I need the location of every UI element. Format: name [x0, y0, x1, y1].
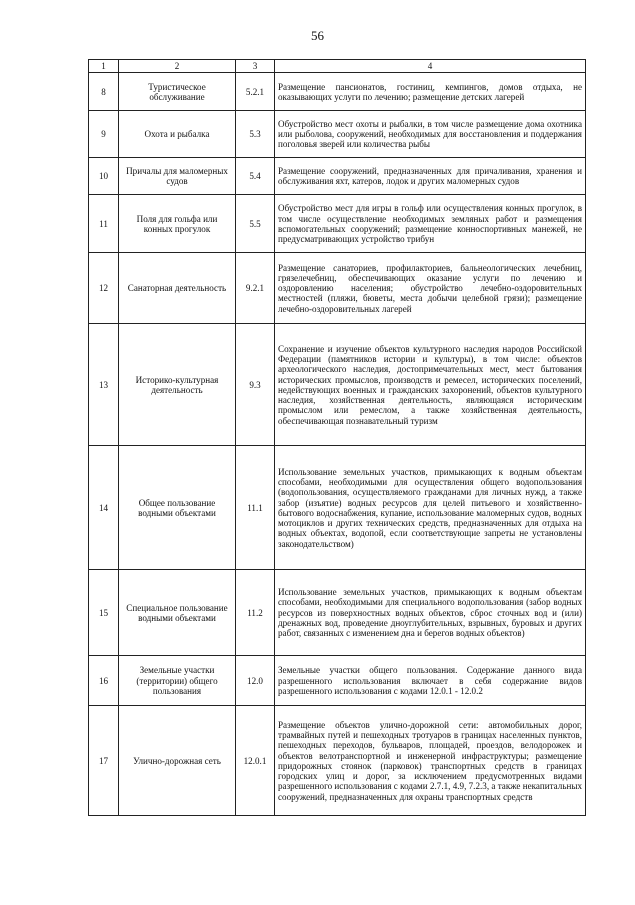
use-type-description: Размещение сооружений, предназначенных для причаливания, хранения и обслуживания яхт, катеров, лодок и других маломерных судов: [275, 158, 586, 195]
table-row: [89, 111, 586, 158]
row-number: 14: [89, 446, 119, 570]
use-type-code: 11.1: [236, 446, 275, 570]
use-type-description: Обустройство мест для игры в гольф или осуществления конных прогулок, в том числе осуществление необходимых земляных работ и размещения вспомогательных сооружений; размещение конноспортивных манежей, не предусматривающих устройство трибун: [275, 195, 586, 253]
page-number: 56: [311, 28, 324, 43]
use-type-name: Земельные участки (территории) общего пользования: [119, 656, 236, 706]
use-type-code: 5.4: [236, 158, 275, 195]
table-row: [89, 446, 586, 570]
use-type-name: Охота и рыбалка: [119, 111, 236, 158]
use-type-description: Размещение санаториев, профилакториев, бальнеологических лечебниц, грязелечебниц, обеспечивающих оказание услуги по лечению и оздоровлению населения; обустройство лечебно-оздоровительных местностей (пляжи, бюветы, места добычи целебной грязи); размещение лечебно-оздоровительных лагерей: [275, 253, 586, 324]
use-type-name: Причалы для маломерных судов: [119, 158, 236, 195]
use-type-name: Поля для гольфа или конных прогулок: [119, 195, 236, 253]
use-type-description: Сохранение и изучение объектов культурного наследия народов Российской Федерации (памятников истории и культуры), в том числе: объектов археологического наследия, достопримечательных мест, мест бытования исторических промыслов, производств и ремесел, исторических поселений, недействующих военных и гражданских захоронений, объектов культурного наследия, хозяйственная деятельность, являющаяся историческим промыслом или ремеслом, а также хозяйственная деятельность, обеспечивающая познавательный туризм: [275, 324, 586, 446]
use-type-code: 5.3: [236, 111, 275, 158]
use-type-description: Размещение пансионатов, гостиниц, кемпингов, домов отдыха, не оказывающих услуги по лечению; размещение детских лагерей: [275, 73, 586, 111]
use-type-name: Общее пользование водными объектами: [119, 446, 236, 570]
use-type-name: Специальное пользование водными объектами: [119, 570, 236, 656]
use-type-description: Использование земельных участков, примыкающих к водным объектам способами, необходимыми для специального водопользования (забор водных ресурсов из поверхностных водных объектов, сброс сточных вод и (или) дренажных вод, проведение дноуглубительных, взрывных, буровых и других работ, связанных с изменением дна и берегов водных объектов): [275, 570, 586, 656]
row-number: 16: [89, 656, 119, 706]
row-number: 13: [89, 324, 119, 446]
table-row: [89, 73, 586, 111]
row-number: 11: [89, 195, 119, 253]
use-type-name: Санаторная деятельность: [119, 253, 236, 324]
header-col-4: 4: [275, 60, 586, 73]
use-type-code: 9.2.1: [236, 253, 275, 324]
row-number: 15: [89, 570, 119, 656]
table-row: [89, 570, 586, 656]
table-row: [89, 706, 586, 816]
row-number: 10: [89, 158, 119, 195]
table-row: [89, 324, 586, 446]
row-number: 9: [89, 111, 119, 158]
use-type-name: Туристическое обслуживание: [119, 73, 236, 111]
header-row: [89, 60, 586, 73]
use-type-name: Историко-культурная деятельность: [119, 324, 236, 446]
use-type-code: 12.0: [236, 656, 275, 706]
use-type-description: Обустройство мест охоты и рыбалки, в том числе размещение дома охотника или рыболова, сооружений, необходимых для восстановления и поддержания поголовья зверей или количества рыбы: [275, 111, 586, 158]
land-use-table: [88, 59, 586, 816]
table-row: [89, 656, 586, 706]
table-row: [89, 158, 586, 195]
use-type-description: Земельные участки общего пользования. Содержание данного вида разрешенного использования включает в себя содержание видов разрешенного использования с кодами 12.0.1 - 12.0.2: [275, 656, 586, 706]
header-col-3: 3: [236, 60, 275, 73]
use-type-description: Использование земельных участков, примыкающих к водным объектам способами, необходимыми для осуществления общего водопользования (водопользования, осуществляемого гражданами для личных нужд, а также забор (изъятие) водных ресурсов для целей питьевого и хозяйственно-бытового водоснабжения, купание, использование маломерных судов, водных мотоциклов и других технических средств, предназначенных для отдыха на водных объектах, водопой, если соответствующие запреты не установлены законодательством): [275, 446, 586, 570]
use-type-code: 11.2: [236, 570, 275, 656]
use-type-code: 5.5: [236, 195, 275, 253]
use-type-code: 5.2.1: [236, 73, 275, 111]
use-type-code: 9.3: [236, 324, 275, 446]
row-number: 17: [89, 706, 119, 816]
table-row: [89, 195, 586, 253]
header-col-1: 1: [89, 60, 119, 73]
row-number: 8: [89, 73, 119, 111]
use-type-code: 12.0.1: [236, 706, 275, 816]
table-row: [89, 253, 586, 324]
header-col-2: 2: [119, 60, 236, 73]
use-type-description: Размещение объектов улично-дорожной сети: автомобильных дорог, трамвайных путей и пешеходных тротуаров в границах населенных пунктов, пешеходных переходов, бульваров, площадей, проездов, велодорожек и объектов велотранспортной и инженерной инфраструктуры; размещение придорожных стоянок (парковок) транспортных средств в границах городских улиц и дорог, за исключением предусмотренных видами разрешенного использования с кодами 2.7.1, 4.9, 7.2.3, а также некапитальных сооружений, предназначенных для охраны транспортных средств: [275, 706, 586, 816]
use-type-name: Улично-дорожная сеть: [119, 706, 236, 816]
row-number: 12: [89, 253, 119, 324]
